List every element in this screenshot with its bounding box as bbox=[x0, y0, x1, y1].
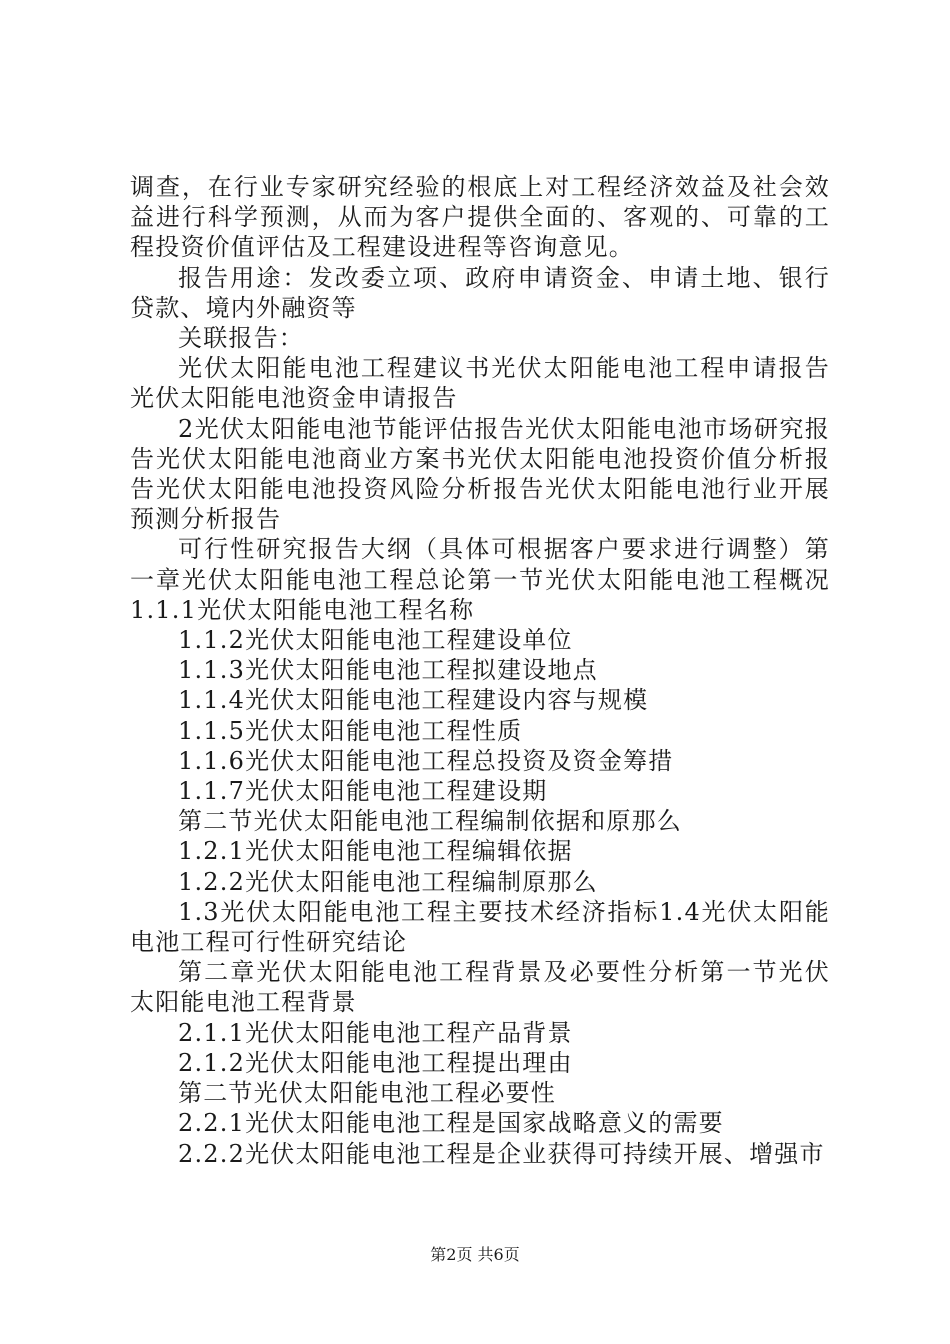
outline-item: 2.2.2光伏太阳能电池工程是企业获得可持续开展、增强市 bbox=[178, 1139, 825, 1168]
paragraph-outline-intro: 可行性研究报告大纲（具体可根据客户要求进行调整）第一章光伏太阳能电池工程总论第一节光伏太阳能电池工程概况1.1.1光伏太阳能电池工程名称 bbox=[130, 535, 830, 624]
page-number: 第2页 bbox=[430, 1245, 473, 1264]
outline-item: 1.1.3光伏太阳能电池工程拟建设地点 bbox=[178, 656, 598, 685]
outline-chapter: 第二章光伏太阳能电池工程背景及必要性分析第一节光伏太阳能电池工程背景 bbox=[130, 958, 830, 1017]
paragraph-report-usage: 报告用途：发改委立项、政府申请资金、申请土地、银行贷款、境内外融资等 bbox=[130, 263, 830, 322]
paragraph-related-reports-label: 关联报告： bbox=[178, 324, 304, 353]
outline-item: 1.2.1光伏太阳能电池工程编辑依据 bbox=[178, 837, 573, 866]
paragraph-related-reports-2: 2光伏太阳能电池节能评估报告光伏太阳能电池市场研究报告光伏太阳能电池商业方案书光伏太阳能电池投资价值分析报告光伏太阳能电池投资风险分析报告光伏太阳能电池行业开展预测分析报告 bbox=[130, 414, 830, 534]
outline-item: 2.2.1光伏太阳能电池工程是国家战略意义的需要 bbox=[178, 1109, 724, 1138]
paragraph-1: 调查，在行业专家研究经验的根底上对工程经济效益及社会效益进行科学预测，从而为客户提供全面的、客观的、可靠的工程投资价值评估及工程建设进程等咨询意见。 bbox=[130, 173, 830, 262]
outline-item: 1.3光伏太阳能电池工程主要技术经济指标1.4光伏太阳能电池工程可行性研究结论 bbox=[130, 897, 830, 957]
page-total: 共6页 bbox=[477, 1245, 520, 1264]
outline-section: 第二节光伏太阳能电池工程编制依据和原那么 bbox=[178, 807, 682, 836]
outline-item: 1.1.2光伏太阳能电池工程建设单位 bbox=[178, 626, 573, 655]
outline-item: 1.1.7光伏太阳能电池工程建设期 bbox=[178, 777, 548, 806]
outline-item: 2.1.2光伏太阳能电池工程提出理由 bbox=[178, 1048, 573, 1077]
outline-section: 第二节光伏太阳能电池工程必要性 bbox=[178, 1079, 556, 1108]
outline-item: 1.2.2光伏太阳能电池工程编制原那么 bbox=[178, 867, 598, 896]
outline-item: 1.1.4光伏太阳能电池工程建设内容与规模 bbox=[178, 686, 649, 715]
outline-item: 1.1.5光伏太阳能电池工程性质 bbox=[178, 716, 523, 745]
outline-item: 2.1.1光伏太阳能电池工程产品背景 bbox=[178, 1018, 573, 1047]
page-footer bbox=[0, 1242, 950, 1265]
paragraph-related-reports-1: 光伏太阳能电池工程建议书光伏太阳能电池工程申请报告光伏太阳能电池资金申请报告 bbox=[130, 354, 830, 413]
outline-item: 1.1.6光伏太阳能电池工程总投资及资金筹措 bbox=[178, 746, 674, 775]
page-body bbox=[130, 172, 830, 1169]
